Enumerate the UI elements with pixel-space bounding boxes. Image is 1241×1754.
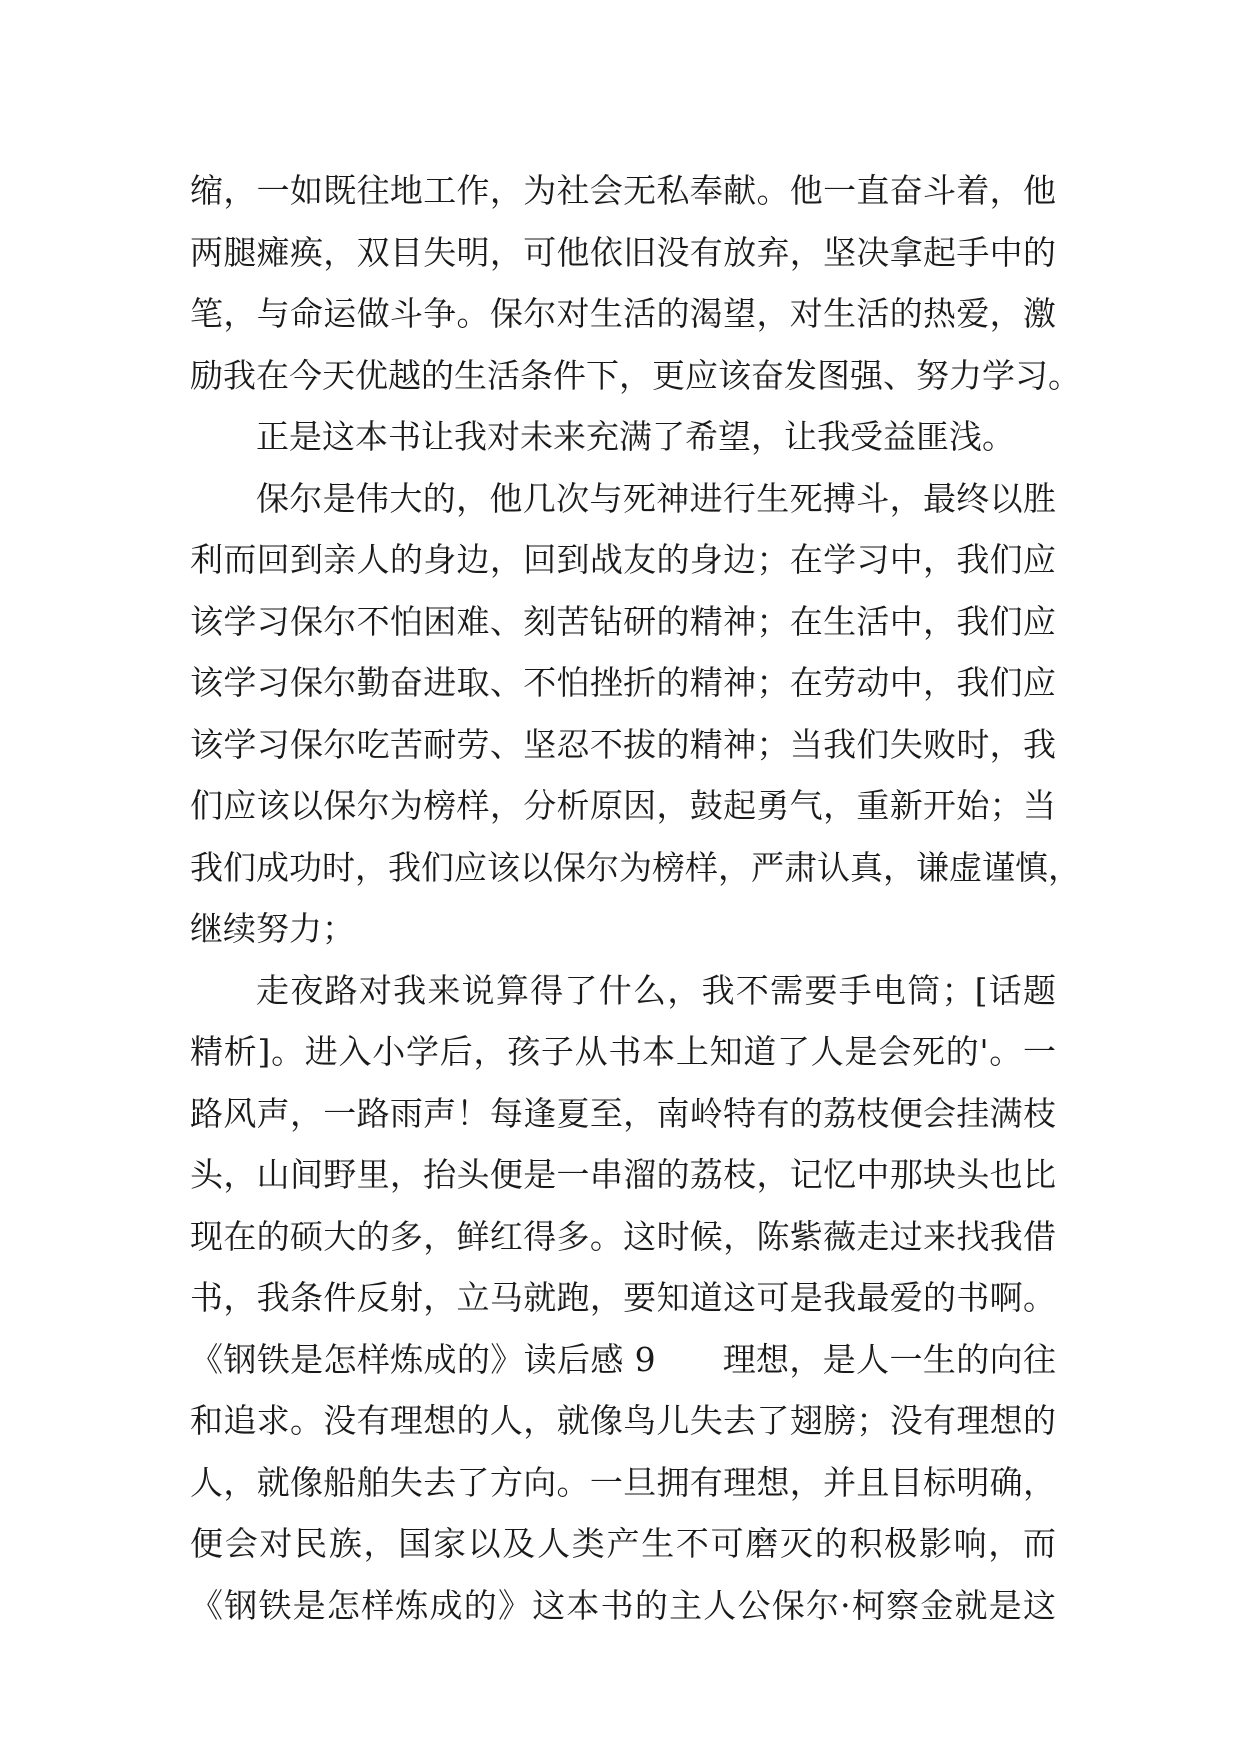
text-line: 缩，一如既往地工作，为社会无私奉献。他一直奋斗着，他: [190, 171, 1056, 210]
text-line: 路风声，一路雨声！每逢夏至，南岭特有的荔枝便会挂满枝: [190, 1093, 1056, 1133]
paragraph-first-line: 正是这本书让我对未来充满了希望，让我受益匪浅。: [256, 417, 1015, 456]
text-line: 们应该以保尔为榜样，分析原因，鼓起勇气，重新开始；当: [190, 786, 1056, 825]
text-line: 利而回到亲人的身边，回到战友的身边；在学习中，我们应: [190, 540, 1056, 579]
text-line: 该学习保尔勤奋进取、不怕挫折的精神；在劳动中，我们应: [190, 663, 1056, 702]
text-line: 人，就像船舶失去了方向。一旦拥有理想，并且目标明确，: [190, 1462, 1056, 1502]
paragraph-first-line: 走夜路对我来说算得了什么，我不需要手电筒；[话题: [256, 970, 1056, 1010]
text-line: 便会对民族，国家以及人类产生不可磨灭的积极影响，而: [190, 1524, 1056, 1563]
text-line: 励我在今天优越的生活条件下，更应该奋发图强、努力学习。: [190, 355, 1081, 395]
text-line: 笔，与命运做斗争。保尔对生活的渴望，对生活的热爱，激: [190, 294, 1056, 333]
text-line: 继续努力；: [190, 909, 355, 948]
text-line: 现在的硕大的多，鲜红得多。这时候，陈紫薇走过来找我借: [190, 1216, 1056, 1256]
text-line: 《钢铁是怎样炼成的》这本书的主人公保尔·柯察金就是这: [190, 1585, 1056, 1625]
text-line: 《钢铁是怎样炼成的》读后感 9 理想，是人一生的向往: [190, 1339, 1056, 1379]
text-line: 我们成功时，我们应该以保尔为榜样，严肃认真，谦虚谨慎，: [190, 847, 1081, 887]
text-line: 头，山间野里，抬头便是一串溜的荔枝，记忆中那块头也比: [190, 1155, 1056, 1194]
text-line: 和追求。没有理想的人，就像鸟儿失去了翅膀；没有理想的: [190, 1401, 1056, 1440]
text-line: 两腿瘫痪，双目失明，可他依旧没有放弃，坚决拿起手中的: [190, 232, 1056, 272]
text-line: 书，我条件反射，立马就跑，要知道这可是我最爱的书啊。: [190, 1278, 1056, 1317]
body-text: [190, 160, 1081, 1636]
text-line: 该学习保尔不怕困难、刻苦钻研的精神；在生活中，我们应: [190, 601, 1056, 641]
text-line: 精析]。进入小学后，孩子从书本上知道了人是会死的'。一: [190, 1032, 1056, 1071]
text-line: 该学习保尔吃苦耐劳、坚忍不拔的精神；当我们失败时，我: [190, 724, 1056, 764]
paragraph-first-line: 保尔是伟大的，他几次与死神进行生死搏斗，最终以胜: [256, 478, 1056, 518]
